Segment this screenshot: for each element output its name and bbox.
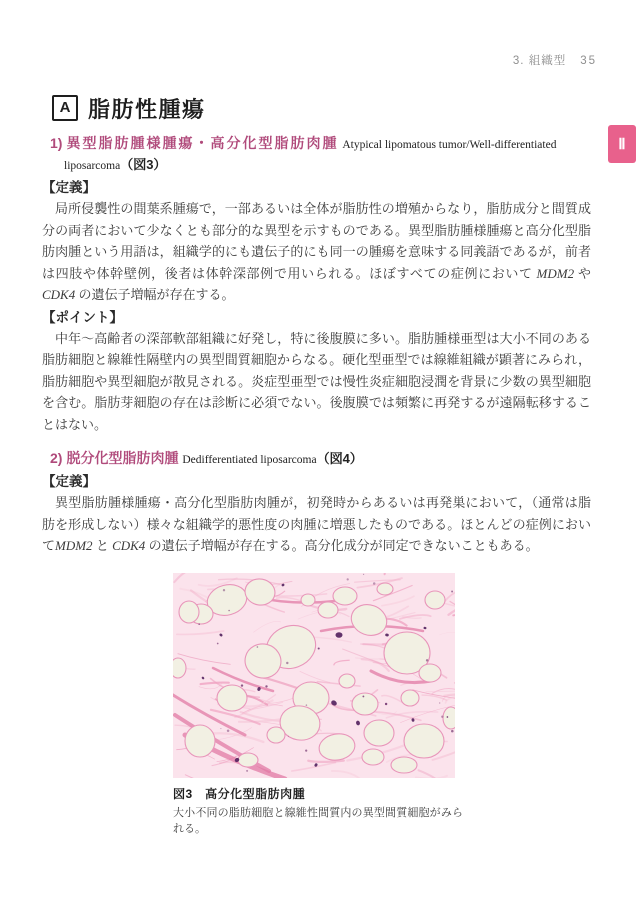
page-number: 35 xyxy=(580,55,597,67)
subsection-heading xyxy=(50,134,591,176)
part-tab xyxy=(608,125,636,163)
part-tab-label: Ⅱ xyxy=(618,136,626,153)
figure-reference: （図4） xyxy=(316,451,363,466)
histology-micrograph xyxy=(173,573,455,778)
subsection-title-en: Atypical lipomatous tumor/Well-differentiated liposarcoma xyxy=(64,139,557,172)
subsection-title-ja: 脱分化型脂肪肉腫 xyxy=(66,450,179,466)
subsection-heading xyxy=(50,449,591,470)
definition-paragraph: 異型脂肪腫様腫瘍・高分化型脂肪肉腫が，初発時からあるいは再発巣において，（通常は脂肪を形成しない）様々な組織学的悪性度の肉腫に増悪したものである。ほとんどの症例においてMDM2 と CDK4 の遺伝子増幅が存在する。高分化成分が同定できないこともある。 xyxy=(42,495,591,553)
section-marker-box: A xyxy=(52,95,78,121)
subsection-atypical-lipomatous-tumor xyxy=(42,134,591,435)
running-head-chapter: 3. 組織型 xyxy=(512,55,567,67)
subsection-dedifferentiated-liposarcoma xyxy=(42,449,591,557)
figure-caption-body: 大小不同の脂肪細胞と線維性間質内の異型間質細胞がみられる。 xyxy=(173,806,463,835)
subsection-title-ja: 異型脂肪腫様腫瘍・高分化型脂肪肉腫 xyxy=(66,135,339,151)
definition-label: 【定義】 xyxy=(42,180,96,195)
section-heading xyxy=(52,94,591,122)
running-head xyxy=(513,52,597,68)
section-title: 脂肪性腫瘍 xyxy=(88,96,206,122)
subsection-number: 2) xyxy=(50,450,63,466)
figure-caption xyxy=(173,785,465,837)
definition-paragraph: 局所侵襲性の間葉系腫瘍で，一部あるいは全体が脂肪性の増殖からなり，脂肪成分と間質成分の両者において少なくとも部分的な異型を示すものである。異型脂肪腫様腫瘍と高分化型脂肪肉腫という用語は，組織学的にも遺伝子的にも同一の腫瘍を意味する同義語であるが，前者は四肢や体幹壁例，後者は体幹深部例で用いられる。ほぼすべての症例において MDM2 や CDK4 の遺伝子増幅が存在する。 xyxy=(42,201,591,302)
points-label: 【ポイント】 xyxy=(42,309,123,325)
points-paragraph: 中年～高齢者の深部軟部組織に好発し，特に後腹膜に多い。脂肪腫様亜型は大小不同のある脂肪細胞と線維性隔壁内の異型間質細胞からなる。硬化型亜型では線維組織が顕著にみられ，脂肪細胞や異型細胞が散見される。炎症型亜型では慢性炎症細胞浸潤を背景に少数の異型細胞を含む。脂肪芽細胞の存在は診断に必須でない。後腹膜では頻繁に再発するが遠隔転移することはない。 xyxy=(42,330,591,432)
page-content xyxy=(42,94,591,837)
subsection-number: 1) xyxy=(50,135,63,151)
figure-reference: （図3） xyxy=(120,157,167,172)
figure-3 xyxy=(173,573,465,837)
figure-caption-title: 図3 高分化型脂肪肉腫 xyxy=(173,786,306,801)
subsection-title-en: Dedifferentiated liposarcoma xyxy=(182,454,317,466)
definition-label: 【定義】 xyxy=(42,474,96,489)
